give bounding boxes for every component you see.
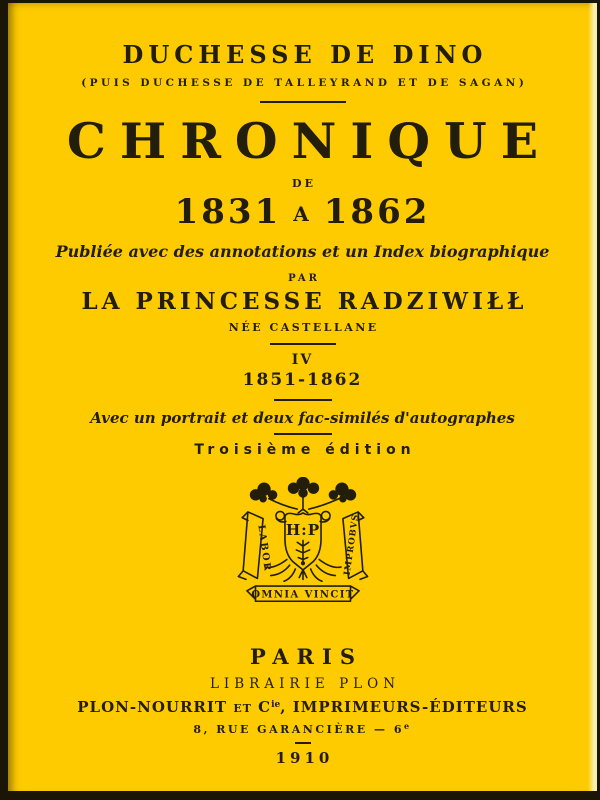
device-right-banner (342, 512, 367, 579)
device-shield (284, 513, 320, 570)
divider-rule (274, 433, 332, 435)
publication-note: Publiée avec des annotations et un Index biographique (55, 241, 550, 261)
edition-note: Troisième édition (194, 442, 416, 459)
editor-subtitle: NÉE CASTELLANE (228, 320, 379, 334)
address-sup: e (403, 721, 412, 732)
device-bottom-banner-label: OMNIA VINCIT (250, 589, 355, 601)
year-separator: A (293, 202, 312, 227)
printer-company: C (258, 697, 272, 716)
device-monogram: H:P (285, 520, 320, 539)
year-range (8, 194, 597, 231)
volume-years: 1851-1862 (242, 370, 363, 391)
divider-rule (274, 399, 332, 401)
volume-number: IV (291, 351, 314, 368)
book-title: CHRONIQUE (66, 111, 553, 170)
divider-rule (270, 343, 336, 345)
imprint-year: 1910 (275, 749, 334, 768)
device-left-banner-label: LABOR (254, 523, 273, 573)
device-bottom-banner (246, 586, 358, 601)
book-cover (8, 3, 597, 791)
portrait-note: Avec un portrait et deux fac-similés d'autographes (90, 408, 515, 427)
address-main: 8, RUE GARANCIÈRE — 6 (193, 723, 404, 737)
publisher-name: LIBRAIRIE PLON (209, 675, 401, 692)
device-left-banner (238, 512, 273, 579)
par-label: PAR (288, 273, 320, 285)
title-connector: DE (292, 177, 316, 191)
printer-et: ET (233, 701, 252, 715)
plon-printer-device-emblem (227, 477, 379, 621)
divider-rule (260, 101, 346, 103)
divider-dash (295, 742, 311, 744)
author-name: DUCHESSE DE DINO (122, 40, 488, 69)
year-to: 1862 (323, 192, 431, 233)
printer-company-sup: ie (271, 699, 281, 710)
printer-line (8, 699, 597, 716)
imprint-city: PARIS (250, 643, 363, 669)
editor-name: LA PRINCESSE RADZIWIŁŁ (81, 288, 528, 316)
author-subtitle: (PUIS DUCHESSE DE TALLEYRAND ET DE SAGAN) (81, 77, 528, 90)
year-from: 1831 (174, 192, 282, 233)
printer-name: PLON-NOURRIT (77, 697, 228, 716)
address-line (8, 722, 597, 736)
printer-rest: , IMPRIMEURS-ÉDITEURS (280, 697, 528, 716)
device-foliage-icon (249, 477, 355, 513)
device-right-banner-label: IMPROBVS (342, 512, 361, 576)
